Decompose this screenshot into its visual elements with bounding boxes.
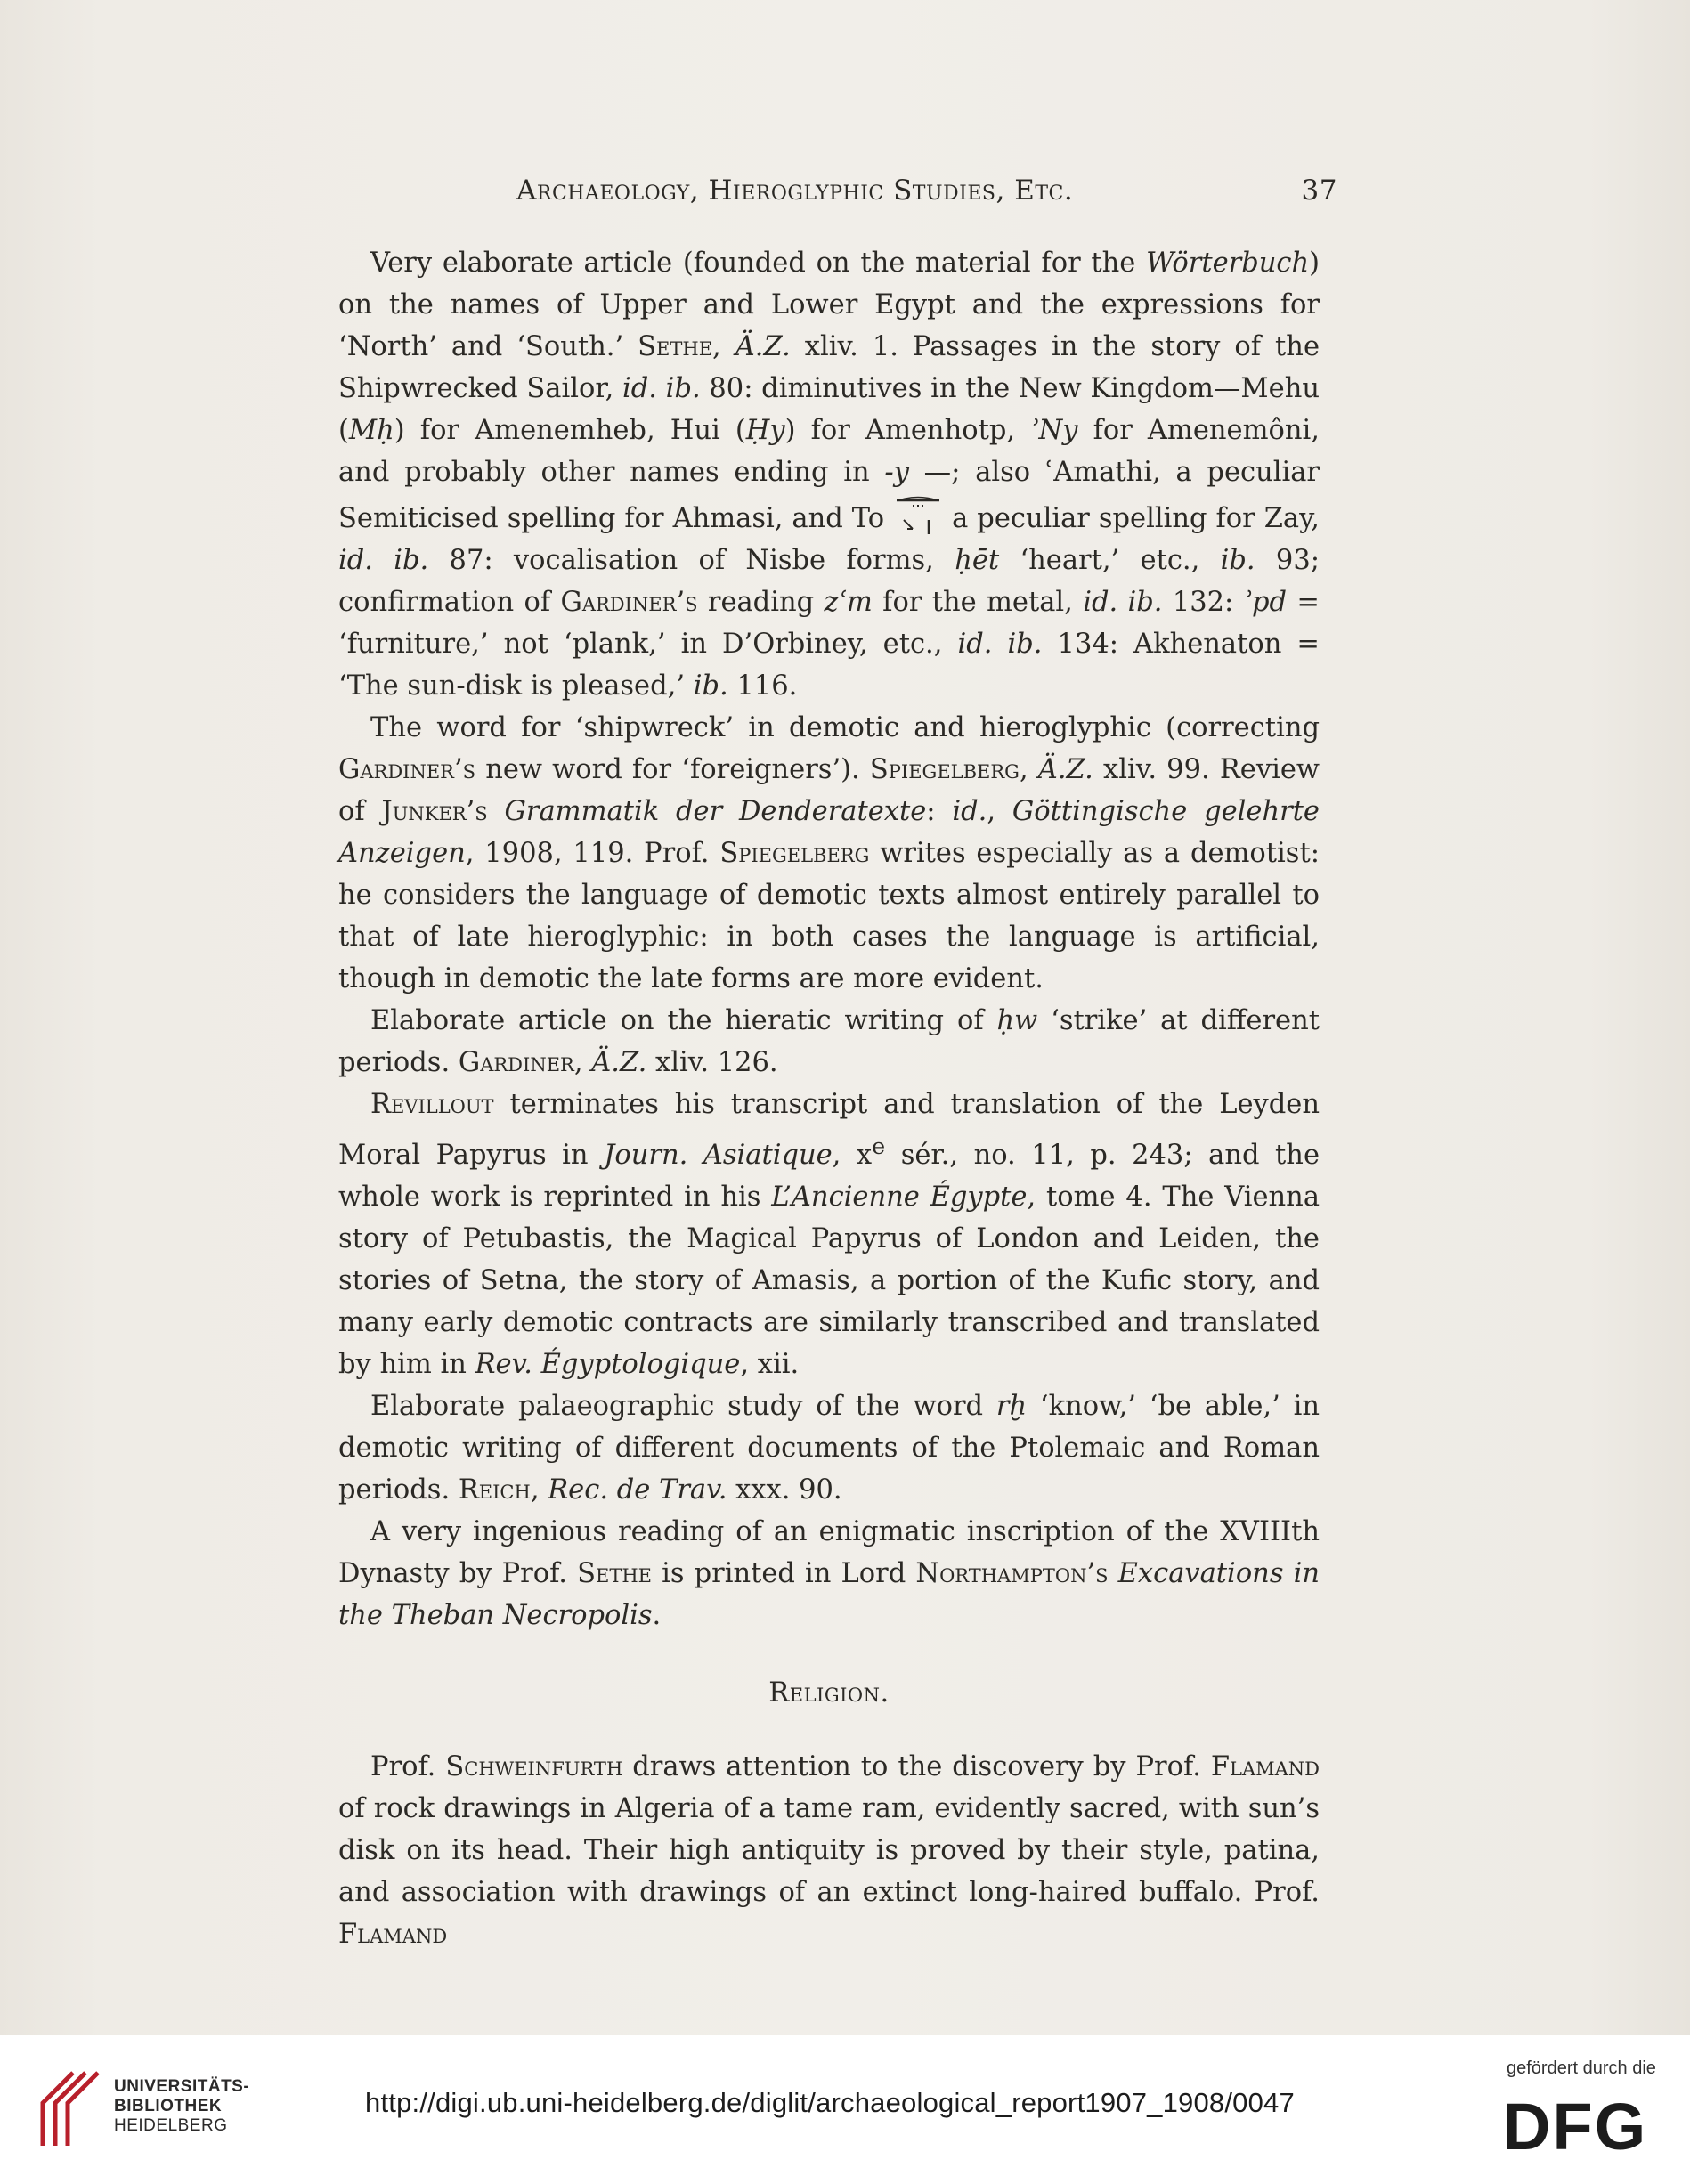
digitization-footer — [0, 2035, 1690, 2184]
paragraph — [338, 1746, 1320, 1955]
text-run: , — [712, 331, 735, 362]
text-run: , — [1019, 754, 1038, 785]
hieroglyph-icon — [891, 493, 945, 538]
text-run: , tome 4. The Vienna story of Petubastis, the Magical Papyrus of London and Leiden, the stories of Setna, the story of Amasis, a portion of the Kufic story, and many early demotic contracts are similarly transcribed and translated by him in — [338, 1181, 1320, 1381]
italic-run: ib. — [1220, 545, 1255, 576]
italic-run: Ä.Z. — [735, 331, 791, 362]
italic-run: id. ib. — [957, 629, 1043, 660]
permalink-url[interactable]: http://digi.ub.uni-heidelberg.de/diglit/archaeological_report1907_1908/0047 — [365, 2087, 1295, 2118]
text-run: : — [926, 796, 953, 827]
text-run: ) for Amenemheb, Hui ( — [394, 415, 746, 446]
text-run: A very ingenious reading of an enigmatic inscription of the XVIIIth Dynasty by Prof. — [338, 1516, 1320, 1590]
text-run: xliv. 1. Passages in the story of the Shipwrecked Sailor, — [338, 331, 1320, 404]
section-heading: Religion. — [768, 1677, 890, 1709]
italic-run: id. ib. — [338, 545, 429, 576]
italic-run: Grammatik der Denderatexte — [504, 796, 927, 827]
author-name: Spiegelberg — [719, 838, 870, 869]
italic-run: id. — [952, 796, 987, 827]
library-name-line: BIBLIOTHEK — [114, 2097, 223, 2115]
text-run: for Amenemôni, and probably other names ending in — [338, 415, 1320, 488]
text-run: xxx. 90. — [727, 1474, 842, 1506]
author-name: Spiegelberg — [869, 754, 1020, 785]
italic-run: L’Ancienne Égypte — [771, 1181, 1028, 1214]
text-run: 80: diminutives in the New Kingdom—Mehu ( — [338, 373, 1320, 446]
text-run: 93; confirmation of — [338, 545, 1320, 618]
text-run — [1109, 1558, 1118, 1589]
author-name: Sethe — [577, 1558, 652, 1590]
italic-run: Rev. Égyptologique — [475, 1349, 741, 1381]
dfg-logo-icon — [1503, 2094, 1669, 2155]
text-run: = ‘furniture,’ not ‘plank,’ in D’Orbiney, etc., — [338, 587, 1320, 660]
running-title: Archaeology, Hieroglyphic Studies, Etc. — [516, 175, 1074, 207]
text-run: , — [530, 1474, 548, 1506]
svg-text:DFG: DFG — [1503, 2094, 1648, 2155]
paragraph — [338, 1511, 1320, 1636]
italic-run: ḥw — [996, 1005, 1038, 1036]
author-name: Gardiner — [458, 1047, 574, 1078]
page-number: 37 — [1301, 175, 1337, 207]
text-run: , — [573, 1047, 592, 1078]
italic-run: zʿm — [824, 587, 873, 618]
university-library-logo-icon — [30, 2066, 107, 2151]
text-run: Elaborate article on the hieratic writing of — [370, 1005, 997, 1036]
italic-run: Ä.Z. — [1037, 754, 1093, 785]
text-run: xliv. 99. Review of — [338, 754, 1320, 827]
italic-run: Rec. de Trav. — [548, 1474, 727, 1506]
text-run: ‘strike’ at different periods. — [338, 1005, 1320, 1078]
library-name-line: UNIVERSITÄTS- — [114, 2077, 250, 2096]
text-run: xliv. 126. — [646, 1047, 778, 1078]
author-name: Schweinfurth — [445, 1751, 623, 1783]
italic-run: rḫ — [995, 1391, 1028, 1423]
italic-run: ḥēt — [955, 545, 1000, 576]
author-name: Flamand — [338, 1919, 448, 1951]
superscript: e — [872, 1133, 886, 1159]
italic-run: ʾNy — [1030, 415, 1078, 446]
library-name-line: HEIDELBERG — [114, 2116, 228, 2135]
paragraph — [338, 242, 1320, 707]
funded-by-label: gefördert durch die — [1507, 2058, 1656, 2078]
text-run: The word for ‘shipwreck’ in demotic and hieroglyphic (correcting — [370, 712, 1320, 743]
italic-run: ib. — [693, 670, 728, 702]
author-name: Reich — [458, 1474, 531, 1506]
author-name: Flamand — [1210, 1751, 1320, 1783]
text-run — [488, 796, 505, 827]
italic-run: id. ib. — [622, 373, 701, 404]
text-run: ) on the names of Upper and Lower Egypt and the expressions for ‘North’ and ‘South.’ — [338, 248, 1320, 362]
text-run: , 1908, 119. Prof. — [465, 838, 720, 869]
text-run: ‘heart,’ etc., — [999, 545, 1221, 576]
text-run: —; also ʿAmathi, a peculiar Semiticised spelling for Ahmasi, and To — [338, 457, 1320, 534]
italic-run: Mḥ — [348, 415, 394, 446]
italic-run: Journ. Asiatique — [604, 1140, 833, 1172]
running-header — [338, 175, 1337, 214]
text-run: 132: — [1162, 587, 1244, 618]
italic-run: Ḥy — [745, 415, 785, 446]
body-text — [338, 242, 1320, 1955]
text-run: reading — [697, 587, 825, 618]
text-run: a peculiar spelling for Zay, — [952, 503, 1320, 534]
italic-run: id. ib. — [1083, 587, 1163, 618]
text-run: writes especially as a demotist: he considers the language of demotic texts almost entirely parallel to that of late hieroglyphic: in both cases the language is artificial, though in demotic the late forms are more evident. — [338, 838, 1320, 995]
text-run: ‘know,’ ‘be able,’ in demotic writing of different documents of the Ptolemaic and Roman periods. — [338, 1391, 1320, 1506]
author-name: Sethe — [638, 331, 713, 362]
text-run: new word for ‘foreigners’). — [475, 754, 870, 785]
text-run: , x — [832, 1140, 873, 1172]
text-run: Very elaborate article (founded on the material for the — [370, 248, 1147, 279]
text-run: . — [652, 1600, 662, 1632]
text-run: 134: Akhenaton = ‘The sun-disk is pleased,’ — [338, 629, 1320, 702]
text-run: sér., no. 11, p. 243; and the whole work is reprinted in his — [338, 1140, 1320, 1214]
italic-run: Wörterbuch — [1146, 248, 1310, 279]
text-run: , xii. — [740, 1349, 800, 1381]
author-name: Northampton’s — [915, 1558, 1109, 1590]
text-run: terminates his transcript and translation of the Leyden Moral Papyrus in — [338, 1089, 1320, 1172]
text-run: is printed in Lord — [651, 1558, 916, 1590]
paragraph — [338, 1084, 1320, 1385]
text-run: draws attention to the discovery by Prof. — [622, 1751, 1211, 1783]
paragraph — [338, 1385, 1320, 1511]
italic-run: Ä.Z. — [591, 1047, 647, 1078]
text-run: Elaborate palaeographic study of the word — [370, 1391, 996, 1423]
italic-run: -y — [884, 457, 909, 488]
text-run: of rock drawings in Algeria of a tame ram, evidently sacred, with sun’s disk on its head. Their high antiquity is proved by their style, patina, and association with drawings of an extinct long-haired buffalo. Prof. — [338, 1793, 1320, 1909]
paragraph — [338, 1000, 1320, 1084]
text-run: ) for Amenhotp, — [784, 415, 1031, 446]
text-run: 116. — [727, 670, 798, 702]
text-run: Prof. — [370, 1751, 446, 1783]
paragraph — [338, 707, 1320, 1000]
author-name: Gardiner’s — [338, 754, 476, 785]
author-name: Junker’s — [381, 796, 488, 827]
author-name: Gardiner’s — [560, 587, 698, 618]
text-run: for the metal, — [872, 587, 1084, 618]
text-run: 87: vocalisation of Nisbe forms, — [428, 545, 955, 576]
italic-run: Göttingische gelehrte Anzeigen — [338, 796, 1320, 869]
italic-run: ʾpd — [1243, 587, 1288, 618]
author-name: Revillout — [370, 1089, 494, 1120]
library-name — [114, 2077, 249, 2136]
italic-run: Excavations in the Theban Necropolis — [338, 1558, 1320, 1632]
text-run: , — [987, 796, 1012, 827]
